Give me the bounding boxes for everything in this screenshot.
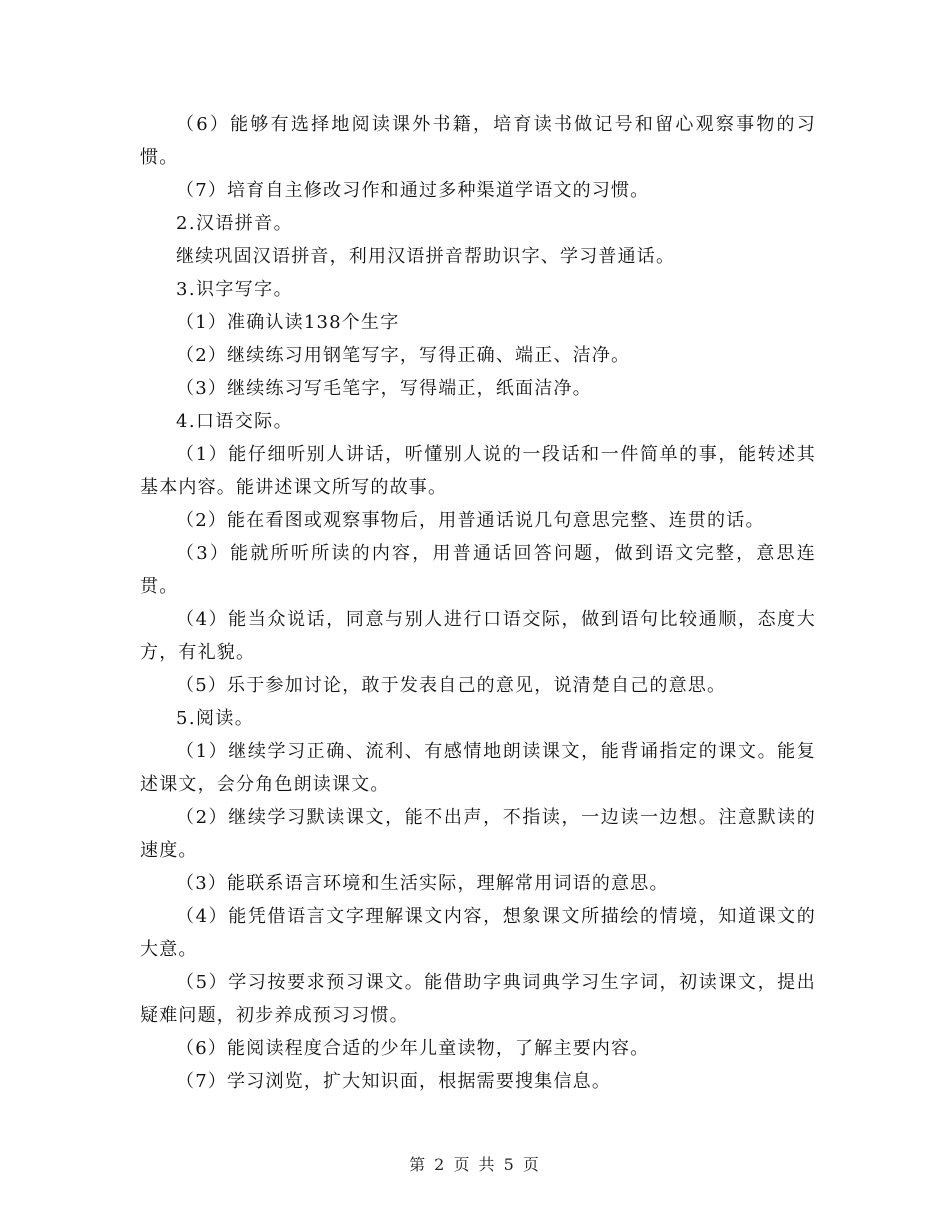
paragraph-children-books: （6）能阅读程度合适的少年儿童读物，了解主要内容。 bbox=[176, 1038, 650, 1059]
paragraph-revision-habit: （7）培育自主修改习作和通过多种渠道学语文的习惯。 bbox=[176, 180, 650, 201]
paragraph-browsing: （7）学习浏览，扩大知识面，根据需要搜集信息。 bbox=[176, 1071, 612, 1092]
paragraph-answering: （3）能就所听所读的内容，用普通话回答问题，做到语文完整，意思连贯。 bbox=[140, 543, 816, 597]
paragraph-silent-reading: （2）继续学习默读课文，能不出声，不指读，一边读一边想。注意默读的速度。 bbox=[140, 807, 816, 861]
paragraph-pen-writing: （2）继续练习用钢笔写字，写得正确、端正、洁净。 bbox=[176, 345, 631, 366]
paragraph-listening: （1）能仔细听别人讲话，听懂别人说的一段话和一件简单的事，能转述其基本内容。能讲述课文所写的故事。 bbox=[140, 444, 816, 498]
paragraph-brush-writing: （3）继续练习写毛笔字，写得端正，纸面洁净。 bbox=[176, 378, 592, 399]
section-heading-writing: 3.识字写字。 bbox=[176, 279, 293, 300]
page-number-footer: 第 2 页 共 5 页 bbox=[409, 1155, 541, 1174]
document-body bbox=[140, 108, 816, 1098]
paragraph-public-speaking: （4）能当众说话，同意与别人进行口语交际，做到语句比较通顺，态度大方，有礼貌。 bbox=[140, 609, 816, 663]
paragraph-characters: （1）准确认读138个生字 bbox=[176, 312, 400, 333]
paragraph-pinyin: 继续巩固汉语拼音，利用汉语拼音帮助识字、学习普通话。 bbox=[176, 246, 676, 267]
paragraph-reading-habit: （6）能够有选择地阅读课外书籍，培育读书做记号和留心观察事物的习惯。 bbox=[140, 114, 816, 168]
paragraph-vocabulary: （3）能联系语言环境和生活实际，理解常用词语的意思。 bbox=[176, 873, 669, 894]
paragraph-picture-talk: （2）能在看图或观察事物后，用普通话说几句意思完整、连贯的话。 bbox=[176, 510, 765, 531]
section-heading-oral: 4.口语交际。 bbox=[176, 411, 293, 432]
section-heading-pinyin: 2.汉语拼音。 bbox=[176, 213, 293, 234]
paragraph-comprehension: （4）能凭借语言文字理解课文内容，想象课文所描绘的情境，知道课文的大意。 bbox=[140, 906, 816, 960]
paragraph-discussion: （5）乐于参加讨论，敢于发表自己的意见，说清楚自己的意思。 bbox=[176, 675, 727, 696]
paragraph-read-aloud: （1）继续学习正确、流利、有感情地朗读课文，能背诵指定的课文。能复述课文，会分角色朗读课文。 bbox=[140, 741, 816, 795]
paragraph-preview: （5）学习按要求预习课文。能借助字典词典学习生字词，初读课文，提出疑难问题，初步养成预习习惯。 bbox=[140, 972, 816, 1026]
section-heading-reading: 5.阅读。 bbox=[176, 708, 255, 729]
